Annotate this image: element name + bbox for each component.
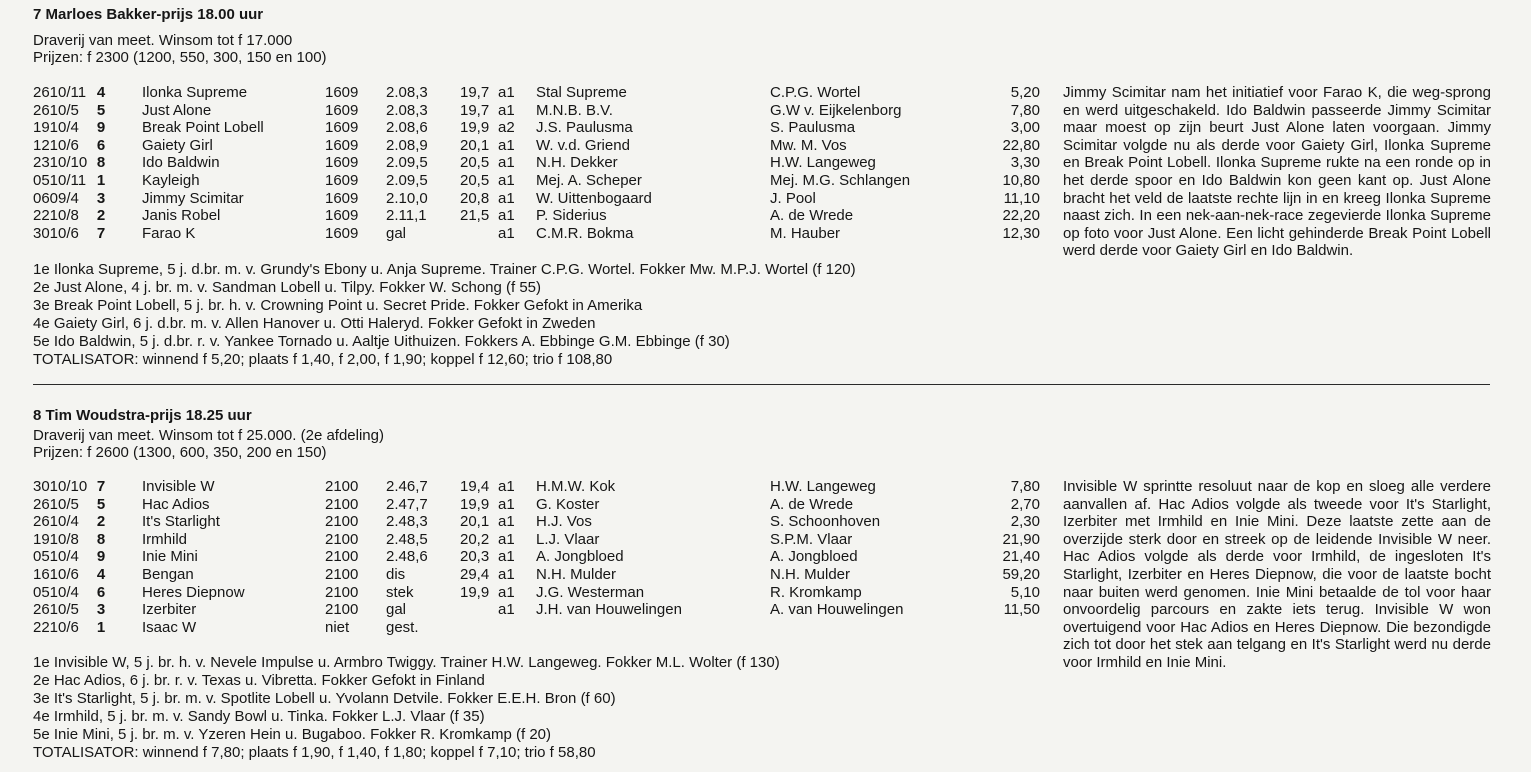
horse-cell: Just Alone	[142, 101, 212, 119]
km-time-cell: 20,5	[460, 171, 490, 189]
odds-cell: 2,70	[1010, 495, 1040, 513]
date-cell: 2210/8	[33, 207, 79, 225]
result-line: 1e Ilonka Supreme, 5 j. d.br. m. v. Grundy's Ebony u. Anja Supreme. Trainer C.P.G. Wortel. Fokker Mw. M.P.J. Wortel (f 120)	[33, 261, 856, 278]
odds-cell: 7,80	[1010, 478, 1040, 495]
date-cell: 2610/5	[33, 101, 79, 119]
time-cell: dis	[386, 565, 406, 583]
driver-cell: Mw. M. Vos	[770, 136, 847, 154]
time-cell: 2.08,3	[386, 101, 428, 119]
date-cell: 2610/5	[33, 601, 79, 619]
odds-cell: 7,80	[1010, 101, 1040, 119]
owner-cell: J.S. Paulusma	[536, 119, 633, 137]
time-cell: 2.08,9	[386, 136, 428, 154]
distance-cell: 1609	[325, 189, 359, 207]
horse-cell: Janis Robel	[142, 207, 221, 225]
horse-cell: Heres Diepnow	[142, 583, 245, 601]
race-commentary: Invisible W sprintte resoluut naar de kop en sloeg alle verdere aanvallen af. Hac Adios volgde als tweede voor It's Starlight, Izerbiter met Irmhild en Inie Mini. Deze laatste zette aan de overzijde sterk door en streek op de leidende Invisible W neer. Hac Adios volgde als derde voor Irmhild, de ingesloten It's Starlight, Izerbiter en Heres Diepnow, die voor de laatste bocht naar buiten werd genomen. Inie Mini betaalde de tol voor haar onvoordelig parcours en zakte iets terug. Invisible W won overtuigend voor Hac Adios en Heres Diepnow. Die bezondigde zich tot door het stek aan telgang en It's Starlight werd nu derde voor Irmhild en Inie Mini.	[1063, 478, 1491, 671]
number-cell: 9	[96, 119, 106, 137]
driver-cell: H.W. Langeweg	[770, 154, 876, 172]
number-cell: 6	[96, 583, 106, 601]
table-row	[0, 225, 1040, 243]
owner-cell: H.J. Vos	[536, 513, 592, 531]
code-cell: a1	[498, 583, 515, 601]
driver-cell: S. Schoonhoven	[770, 513, 881, 531]
driver-cell: C.P.G. Wortel	[770, 84, 861, 101]
table-row	[0, 154, 1040, 172]
horse-cell: Izerbiter	[142, 601, 197, 619]
km-time-cell: 29,4	[460, 565, 490, 583]
table-row	[0, 601, 1040, 619]
race-commentary: Jimmy Scimitar nam het initiatief voor Farao K, die weg-sprong en werd uitgeschakeld. Ido Baldwin passeerde Jimmy Scimitar maar moest op zijn beurt Just Alone laten voorgaan. Jimmy Scimitar volgde nu als derde voor Gaiety Girl, Ilonka Supreme en Break Point Lobell. Ilonka Supreme rukte na een ronde op in het derde spoor en Ido Baldwin kon geen kant op. Just Alone bracht het veld de laatste rechte lijn in en kreeg Ilonka Supreme naast zich. In een nek-aan-nek-race zegevierde Ilonka Supreme op foto voor Just Alone. Een licht gehinderde Break Point Lobell werd derde voor Gaiety Girl en Ido Baldwin.	[1063, 84, 1491, 260]
table-row	[0, 119, 1040, 137]
odds-cell: 3,00	[1010, 119, 1040, 137]
driver-cell: R. Kromkamp	[770, 583, 862, 601]
driver-cell: M. Hauber	[770, 224, 841, 242]
code-cell: a1	[498, 207, 515, 225]
code-cell: a1	[498, 565, 515, 583]
race-prizes: Prijzen: f 2300 (1200, 550, 300, 150 en 100)	[33, 49, 327, 66]
date-cell: 2610/4	[33, 513, 79, 531]
result-line: 4e Irmhild, 5 j. br. m. v. Sandy Bowl u. Tinka. Fokker L.J. Vlaar (f 35)	[33, 708, 485, 725]
date-cell: 1910/4	[33, 119, 79, 137]
date-cell: 1210/6	[33, 136, 79, 154]
date-cell: 0510/4	[33, 583, 79, 601]
code-cell: a1	[498, 189, 515, 207]
km-time-cell: 20,8	[460, 189, 490, 207]
race-prizes: Prijzen: f 2600 (1300, 600, 350, 200 en 150)	[33, 444, 327, 461]
code-cell: a1	[498, 530, 515, 548]
distance-cell: 2100	[325, 548, 359, 566]
driver-cell: A. Jongbloed	[770, 548, 858, 566]
number-cell: 4	[96, 565, 106, 583]
table-row	[0, 207, 1040, 225]
owner-cell: Mej. A. Scheper	[536, 171, 642, 189]
km-time-cell: 20,3	[460, 548, 490, 566]
distance-cell: 1609	[325, 119, 359, 137]
horse-cell: Gaiety Girl	[142, 136, 213, 154]
result-line: 1e Invisible W, 5 j. br. h. v. Nevele Impulse u. Armbro Twiggy. Trainer H.W. Langeweg. Fokker M.L. Wolter (f 130)	[33, 654, 780, 671]
time-cell: gal	[386, 601, 407, 619]
code-cell: a1	[498, 101, 515, 119]
owner-cell: L.J. Vlaar	[536, 530, 600, 548]
table-row	[0, 102, 1040, 120]
race-conditions: Draverij van meet. Winsom tot f 25.000. (2e afdeling)	[33, 427, 384, 444]
number-cell: 3	[96, 189, 106, 207]
code-cell: a1	[498, 548, 515, 566]
owner-cell: N.H. Dekker	[536, 154, 618, 172]
code-cell: a1	[498, 171, 515, 189]
time-cell: 2.08,3	[386, 84, 428, 101]
time-cell: 2.09,5	[386, 171, 428, 189]
result-line: 2e Just Alone, 4 j. br. m. v. Sandman Lobell u. Tilpy. Fokker W. Schong (f 55)	[33, 279, 542, 296]
distance-cell: 1609	[325, 84, 359, 101]
owner-cell: N.H. Mulder	[536, 565, 617, 583]
number-cell: 8	[96, 154, 106, 172]
time-cell: 2.48,6	[386, 548, 428, 566]
date-cell: 2610/11	[33, 84, 87, 101]
owner-cell: J.G. Westerman	[536, 583, 645, 601]
km-time-cell: 19,7	[460, 101, 490, 119]
code-cell: a2	[498, 119, 515, 137]
owner-cell: M.N.B. B.V.	[536, 101, 613, 119]
table-row	[0, 619, 1040, 637]
distance-cell: 2100	[325, 601, 359, 619]
code-cell: a1	[498, 84, 515, 101]
owner-cell: W. Uittenbogaard	[536, 189, 652, 207]
km-time-cell: 19,9	[460, 119, 490, 137]
horse-cell: Isaac W	[142, 618, 197, 636]
finish-summary	[33, 261, 1013, 369]
number-cell: 6	[96, 136, 106, 154]
time-cell: gest.	[386, 618, 419, 636]
table-row	[0, 172, 1040, 190]
code-cell: a1	[498, 136, 515, 154]
code-cell: a1	[498, 601, 515, 619]
number-cell: 7	[96, 478, 106, 495]
table-row	[0, 566, 1040, 584]
driver-cell: A. de Wrede	[770, 495, 854, 513]
horse-cell: Inie Mini	[142, 548, 198, 566]
time-cell: stek	[386, 583, 414, 601]
km-time-cell: 19,7	[460, 84, 490, 101]
time-cell: 2.09,5	[386, 154, 428, 172]
km-time-cell: 19,9	[460, 495, 490, 513]
km-time-cell: 19,4	[460, 478, 490, 495]
horse-cell: Jimmy Scimitar	[142, 189, 244, 207]
driver-cell: A. van Houwelingen	[770, 601, 904, 619]
odds-cell: 11,10	[1003, 189, 1040, 207]
distance-cell: 1609	[325, 207, 359, 225]
km-time-cell: 20,5	[460, 154, 490, 172]
date-cell: 2210/6	[33, 618, 79, 636]
date-cell: 0510/11	[33, 171, 87, 189]
code-cell: a1	[498, 224, 515, 242]
time-cell: 2.48,3	[386, 513, 428, 531]
km-time-cell: 19,9	[460, 583, 490, 601]
race-title: 7 Marloes Bakker-prijs 18.00 uur	[33, 6, 264, 23]
driver-cell: S.P.M. Vlaar	[770, 530, 853, 548]
table-row	[0, 496, 1040, 514]
distance-cell: 1609	[325, 154, 359, 172]
distance-cell: 2100	[325, 530, 359, 548]
results-table	[0, 84, 1040, 242]
number-cell: 5	[96, 101, 106, 119]
date-cell: 1910/8	[33, 530, 79, 548]
odds-cell: 3,30	[1010, 154, 1040, 172]
date-cell: 0609/4	[33, 189, 79, 207]
table-row	[0, 190, 1040, 208]
table-row	[0, 478, 1040, 496]
result-line: 2e Hac Adios, 6 j. br. r. v. Texas u. Vibretta. Fokker Gefokt in Finland	[33, 672, 485, 689]
odds-cell: 5,10	[1010, 583, 1040, 601]
time-cell: 2.47,7	[386, 495, 428, 513]
race-conditions: Draverij van meet. Winsom tot f 17.000	[33, 32, 293, 49]
race-title: 8 Tim Woudstra-prijs 18.25 uur	[33, 407, 252, 424]
km-time-cell: 20,2	[460, 530, 490, 548]
result-line: 3e Break Point Lobell, 5 j. br. h. v. Crowning Point u. Secret Pride. Fokker Gefokt in Amerika	[33, 297, 643, 314]
driver-cell: A. de Wrede	[770, 207, 854, 225]
table-row	[0, 584, 1040, 602]
table-row	[0, 137, 1040, 155]
code-cell: a1	[498, 495, 515, 513]
horse-cell: Invisible W	[142, 478, 215, 495]
horse-cell: Kayleigh	[142, 171, 200, 189]
distance-cell: 1609	[325, 101, 359, 119]
km-time-cell: 20,1	[460, 136, 490, 154]
code-cell: a1	[498, 513, 515, 531]
owner-cell: P. Siderius	[536, 207, 607, 225]
date-cell: 3010/6	[33, 224, 79, 242]
distance-cell: 1609	[325, 224, 359, 242]
horse-cell: Irmhild	[142, 530, 188, 548]
distance-cell: 2100	[325, 513, 359, 531]
driver-cell: J. Pool	[770, 189, 816, 207]
owner-cell: A. Jongbloed	[536, 548, 624, 566]
odds-cell: 10,80	[1002, 171, 1040, 189]
number-cell: 4	[96, 84, 106, 101]
owner-cell: Stal Supreme	[536, 84, 627, 101]
distance-cell: 1609	[325, 136, 359, 154]
owner-cell: H.M.W. Kok	[536, 478, 616, 495]
date-cell: 2310/10	[33, 154, 88, 172]
driver-cell: H.W. Langeweg	[770, 478, 876, 495]
code-cell: a1	[498, 154, 515, 172]
totalisator-line: TOTALISATOR: winnend f 7,80; plaats f 1,90, f 1,40, f 1,80; koppel f 7,10; trio f 58,80	[33, 744, 596, 761]
owner-cell: W. v.d. Griend	[536, 136, 630, 154]
horse-cell: Break Point Lobell	[142, 119, 264, 137]
odds-cell: 22,20	[1002, 207, 1040, 225]
odds-cell: 2,30	[1010, 513, 1040, 531]
odds-cell: 5,20	[1010, 84, 1040, 101]
number-cell: 1	[96, 618, 106, 636]
owner-cell: J.H. van Houwelingen	[536, 601, 682, 619]
number-cell: 2	[96, 207, 106, 225]
result-line: 5e Inie Mini, 5 j. br. m. v. Yzeren Hein u. Bugaboo. Fokker R. Kromkamp (f 20)	[33, 726, 551, 743]
odds-cell: 59,20	[1002, 565, 1040, 583]
time-cell: gal	[386, 224, 407, 242]
owner-cell: C.M.R. Bokma	[536, 224, 634, 242]
km-time-cell: 20,1	[460, 513, 490, 531]
horse-cell: Ido Baldwin	[142, 154, 220, 172]
date-cell: 1610/6	[33, 565, 79, 583]
distance-cell: 2100	[325, 583, 359, 601]
number-cell: 3	[96, 601, 106, 619]
date-cell: 2610/5	[33, 495, 79, 513]
odds-cell: 12,30	[1002, 224, 1040, 242]
distance-cell: 1609	[325, 171, 359, 189]
odds-cell: 21,90	[1002, 530, 1040, 548]
date-cell: 0510/4	[33, 548, 79, 566]
odds-cell: 21,40	[1002, 548, 1040, 566]
driver-cell: Mej. M.G. Schlangen	[770, 171, 911, 189]
results-table	[0, 478, 1040, 636]
time-cell: 2.11,1	[386, 207, 427, 225]
number-cell: 1	[96, 171, 106, 189]
code-cell: a1	[498, 478, 515, 495]
time-cell: 2.08,6	[386, 119, 428, 137]
table-row	[0, 531, 1040, 549]
horse-cell: Bengan	[142, 565, 194, 583]
number-cell: 2	[96, 513, 106, 531]
finish-summary	[33, 654, 1013, 762]
horse-cell: Ilonka Supreme	[142, 84, 248, 101]
odds-cell: 11,50	[1003, 601, 1040, 619]
distance-cell: 2100	[325, 495, 359, 513]
driver-cell: S. Paulusma	[770, 119, 856, 137]
totalisator-line: TOTALISATOR: winnend f 5,20; plaats f 1,40, f 2,00, f 1,90; koppel f 12,60; trio f 108,80	[33, 351, 613, 368]
table-row	[0, 84, 1040, 102]
number-cell: 7	[96, 224, 106, 242]
distance-cell: niet	[325, 618, 350, 636]
table-row	[0, 548, 1040, 566]
time-cell: 2.46,7	[386, 478, 428, 495]
result-line: 4e Gaiety Girl, 6 j. d.br. m. v. Allen Hanover u. Otti Haleryd. Fokker Gefokt in Zweden	[33, 315, 596, 332]
distance-cell: 2100	[325, 478, 359, 495]
number-cell: 5	[96, 495, 106, 513]
time-cell: 2.10,0	[386, 189, 428, 207]
horse-cell: It's Starlight	[142, 513, 220, 531]
horse-cell: Hac Adios	[142, 495, 210, 513]
number-cell: 8	[96, 530, 106, 548]
owner-cell: G. Koster	[536, 495, 600, 513]
distance-cell: 2100	[325, 565, 359, 583]
horse-cell: Farao K	[142, 224, 196, 242]
driver-cell: G.W v. Eijkelenborg	[770, 101, 902, 119]
driver-cell: N.H. Mulder	[770, 565, 851, 583]
date-cell: 3010/10	[33, 478, 88, 495]
number-cell: 9	[96, 548, 106, 566]
time-cell: 2.48,5	[386, 530, 428, 548]
km-time-cell: 21,5	[460, 207, 490, 225]
table-row	[0, 513, 1040, 531]
result-line: 3e It's Starlight, 5 j. br. m. v. Spotlite Lobell u. Yvolann Detvile. Fokker E.E.H. Bron (f 60)	[33, 690, 616, 707]
section-divider	[33, 384, 1490, 385]
result-line: 5e Ido Baldwin, 5 j. d.br. r. v. Yankee Tornado u. Aaltje Uithuizen. Fokkers A. Ebbinge G.M. Ebbinge (f 30)	[33, 333, 730, 350]
odds-cell: 22,80	[1002, 136, 1040, 154]
